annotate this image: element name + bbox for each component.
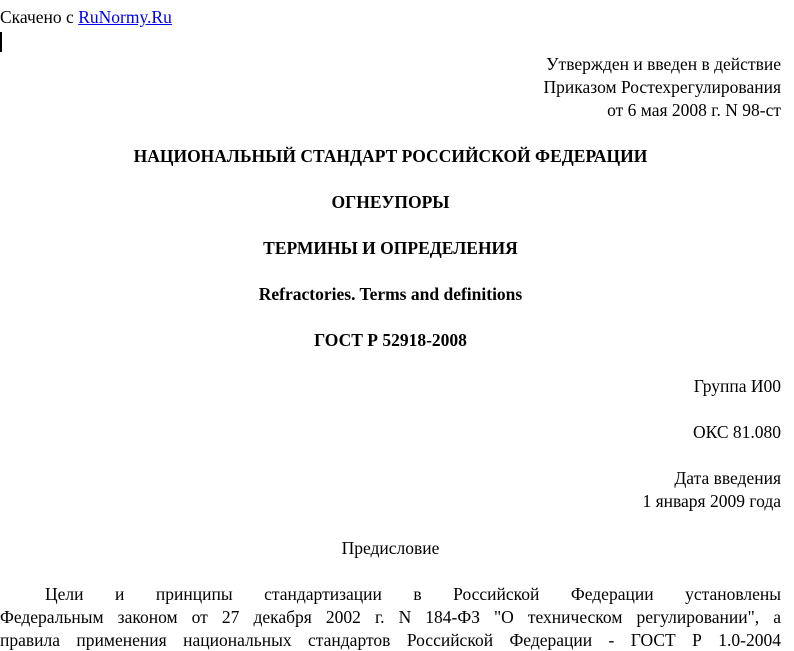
national-standard-title: НАЦИОНАЛЬНЫЙ СТАНДАРТ РОССИЙСКОЙ ФЕДЕРАЦИИ	[133, 146, 648, 166]
group-code: Группа И00	[693, 376, 781, 396]
intro-date-value: 1 января 2009 года	[642, 491, 781, 511]
intro-date-label: Дата введения	[674, 468, 781, 488]
download-prefix-text: Скачено с	[0, 7, 79, 27]
text-cursor	[0, 32, 2, 52]
foreword-paragraph-line: Федеральным законом от 27 декабря 2002 г. N 184-ФЗ "О техническом регулировании", а	[0, 607, 781, 627]
oks-code: ОКС 81.080	[692, 422, 781, 442]
subject-title: ОГНЕУПОРЫ	[331, 192, 450, 212]
approval-line-2: Приказом Ростехрегулирования	[543, 77, 781, 97]
approval-line-3: от 6 мая 2008 г. N 98-ст	[607, 100, 781, 120]
terms-title: ТЕРМИНЫ И ОПРЕДЕЛЕНИЯ	[263, 238, 518, 258]
foreword-paragraph-line: правила применения национальных стандартов Российской Федерации - ГОСТ Р 1.0-2004	[0, 630, 781, 650]
foreword-heading: Предисловие	[341, 538, 440, 558]
english-title: Refractories. Terms and definitions	[258, 284, 523, 304]
runormy-link[interactable]: RuNormy.Ru	[78, 7, 172, 27]
download-source-line	[0, 6, 781, 28]
approval-line-1: Утвержден и введен в действие	[546, 54, 781, 74]
gost-number: ГОСТ Р 52918-2008	[314, 330, 467, 350]
foreword-paragraph-line: Цели и принципы стандартизации в Российской Федерации установлены	[45, 584, 781, 604]
